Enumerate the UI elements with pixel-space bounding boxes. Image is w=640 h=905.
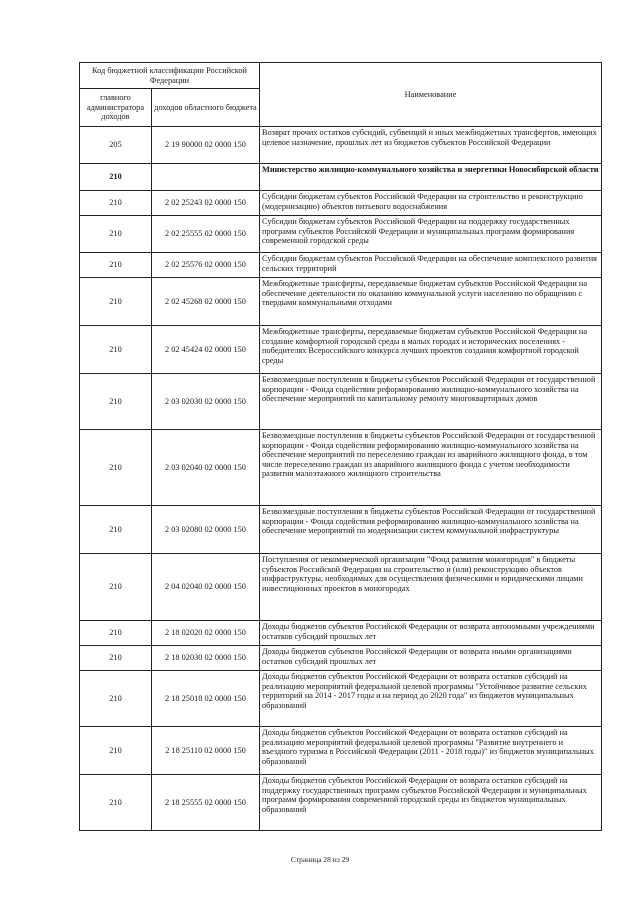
table-row [80, 727, 602, 775]
admin-code-cell: 205 [80, 127, 152, 164]
admin-code-cell: 210 [80, 216, 152, 253]
name-cell: Доходы бюджетов субъектов Российской Федерации от возврата автономными учреждениями остатков субсидий прошлых лет [260, 621, 602, 646]
name-cell: Доходы бюджетов субъектов Российской Федерации от возврата остатков субсидий на поддержку государственных программ субъектов Российской Федерации и муниципальных программ формирования современной городской среды из бюджетов муниципальных образований [260, 775, 602, 831]
budget-code-cell: 2 02 45424 02 0000 150 [152, 326, 260, 374]
table-row [80, 216, 602, 253]
table-row [80, 191, 602, 216]
name-cell: Безвозмездные поступления в бюджеты субъектов Российской Федерации от государственной корпорации - Фонда содействия реформированию жилищно-коммунального хозяйства на обеспечение мероприятий по модернизации систем коммунальной инфраструктуры [260, 506, 602, 554]
admin-code-cell: 210 [80, 164, 152, 191]
budget-code-cell: 2 18 25555 02 0000 150 [152, 775, 260, 831]
table-row [80, 775, 602, 831]
name-cell: Доходы бюджетов субъектов Российской Федерации от возврата остатков субсидий на реализацию мероприятий федеральной целевой программы "Развитие внутреннего и въездного туризма в Российской Федерации (2011 - 2018 годы)" из бюджетов муниципальных образований [260, 727, 602, 775]
admin-code-cell: 210 [80, 646, 152, 671]
name-cell: Межбюджетные трансферты, передаваемые бюджетам субъектов Российской Федерации на создание комфортной городской среды в малых городах и исторических поселениях - победителях Всероссийского конкурса лучших проектов создания комфортной городской среды [260, 326, 602, 374]
table-row [80, 374, 602, 430]
table-row [80, 278, 602, 326]
name-cell: Субсидии бюджетам субъектов Российской Федерации на строительство и реконструкцию (модернизацию) объектов питьевого водоснабжения [260, 191, 602, 216]
budget-code-cell: 2 19 90000 02 0000 150 [152, 127, 260, 164]
name-cell: Доходы бюджетов субъектов Российской Федерации от возврата иными организациями остатков субсидий прошлых лет [260, 646, 602, 671]
admin-code-cell: 210 [80, 374, 152, 430]
budget-code-cell: 2 03 02030 02 0000 150 [152, 374, 260, 430]
name-cell: Министерство жилищно-коммунального хозяйства и энергетики Новосибирской области [260, 164, 602, 191]
budget-code-cell: 2 02 25243 02 0000 150 [152, 191, 260, 216]
budget-code-cell: 2 03 02040 02 0000 150 [152, 430, 260, 506]
budget-code-cell: 2 18 02020 02 0000 150 [152, 621, 260, 646]
table-row-ministry [80, 164, 602, 191]
table-row [80, 646, 602, 671]
name-cell: Поступления от некоммерческой организации "Фонд развития моногородов" в бюджеты субъектов Российской Федерации на строительство и (или) реконструкцию объектов инфраструктуры, необходимых для осуществления физическими и юридическими лицами инвестиционных проектов в моногородах [260, 554, 602, 621]
table-row [80, 554, 602, 621]
budget-code-cell: 2 02 25576 02 0000 150 [152, 253, 260, 278]
name-cell: Безвозмездные поступления в бюджеты субъектов Российской Федерации от государственной корпорации - Фонда содействия реформированию жилищно-коммунального хозяйства на обеспечение мероприятий по капитальному ремонту многоквартирных домов [260, 374, 602, 430]
name-cell: Субсидии бюджетам субъектов Российской Федерации на поддержку государственных программ субъектов Российской Федерации и муниципальных программ формирования современной городской среды [260, 216, 602, 253]
admin-code-cell: 210 [80, 554, 152, 621]
page-number: Страница 28 из 29 [290, 855, 350, 864]
admin-code-cell: 210 [80, 506, 152, 554]
budget-code-cell: 2 18 25110 02 0000 150 [152, 727, 260, 775]
budget-code-cell: 2 18 02030 02 0000 150 [152, 646, 260, 671]
name-cell: Возврат прочих остатков субсидий, субвенций и иных межбюджетных трансфертов, имеющих целевое назначение, прошлых лет из бюджетов субъектов Российской Федерации [260, 127, 602, 164]
budget-code-cell: 2 02 45268 02 0000 150 [152, 278, 260, 326]
table-row [80, 326, 602, 374]
header-name: Наименование [260, 63, 602, 127]
admin-code-cell: 210 [80, 775, 152, 831]
budget-code-cell: 2 04 02040 02 0000 150 [152, 554, 260, 621]
table-row [80, 671, 602, 727]
admin-code-cell: 210 [80, 430, 152, 506]
budget-code-cell: 2 02 25555 02 0000 150 [152, 216, 260, 253]
admin-code-cell: 210 [80, 278, 152, 326]
admin-code-cell: 210 [80, 727, 152, 775]
budget-code-cell: 2 03 02080 02 0000 150 [152, 506, 260, 554]
table-row [80, 621, 602, 646]
admin-code-cell: 210 [80, 326, 152, 374]
name-cell: Межбюджетные трансферты, передаваемые бюджетам субъектов Российской Федерации на обеспечение деятельности по оказанию коммунальной услуги населению по обращению с твердыми коммунальными отходами [260, 278, 602, 326]
admin-code-cell: 210 [80, 253, 152, 278]
name-cell: Субсидии бюджетам субъектов Российской Федерации на обеспечение комплексного развития сельских территорий [260, 253, 602, 278]
table-row [80, 253, 602, 278]
budget-code-cell [152, 164, 260, 191]
table-row [80, 506, 602, 554]
header-admin: главного администратора доходов [80, 89, 152, 127]
name-cell: Доходы бюджетов субъектов Российской Федерации от возврата остатков субсидий на реализацию мероприятий федеральной целевой программы "Устойчивое развитие сельских территорий на 2014 - 2017 годы и на период до 2020 года" из бюджетов муниципальных образований [260, 671, 602, 727]
admin-code-cell: 210 [80, 191, 152, 216]
header-code: доходов областного бюджета [152, 89, 260, 127]
budget-classification-table [79, 62, 602, 831]
admin-code-cell: 210 [80, 671, 152, 727]
table-row [80, 430, 602, 506]
budget-code-cell: 2 18 25018 02 0000 150 [152, 671, 260, 727]
admin-code-cell: 210 [80, 621, 152, 646]
table-row [80, 127, 602, 164]
name-cell: Безвозмездные поступления в бюджеты субъектов Российской Федерации от государственной корпорации - Фонда содействия реформированию жилищно-коммунального хозяйства на обеспечение мероприятий по переселению граждан из аварийного жилищного фонда, в том числе переселению граждан из аварийного жилищного фонда с учетом необходимости развития малоэтажного жилищного строительства [260, 430, 602, 506]
header-classification-group: Код бюджетной классификации Российской Федерации [80, 63, 260, 89]
